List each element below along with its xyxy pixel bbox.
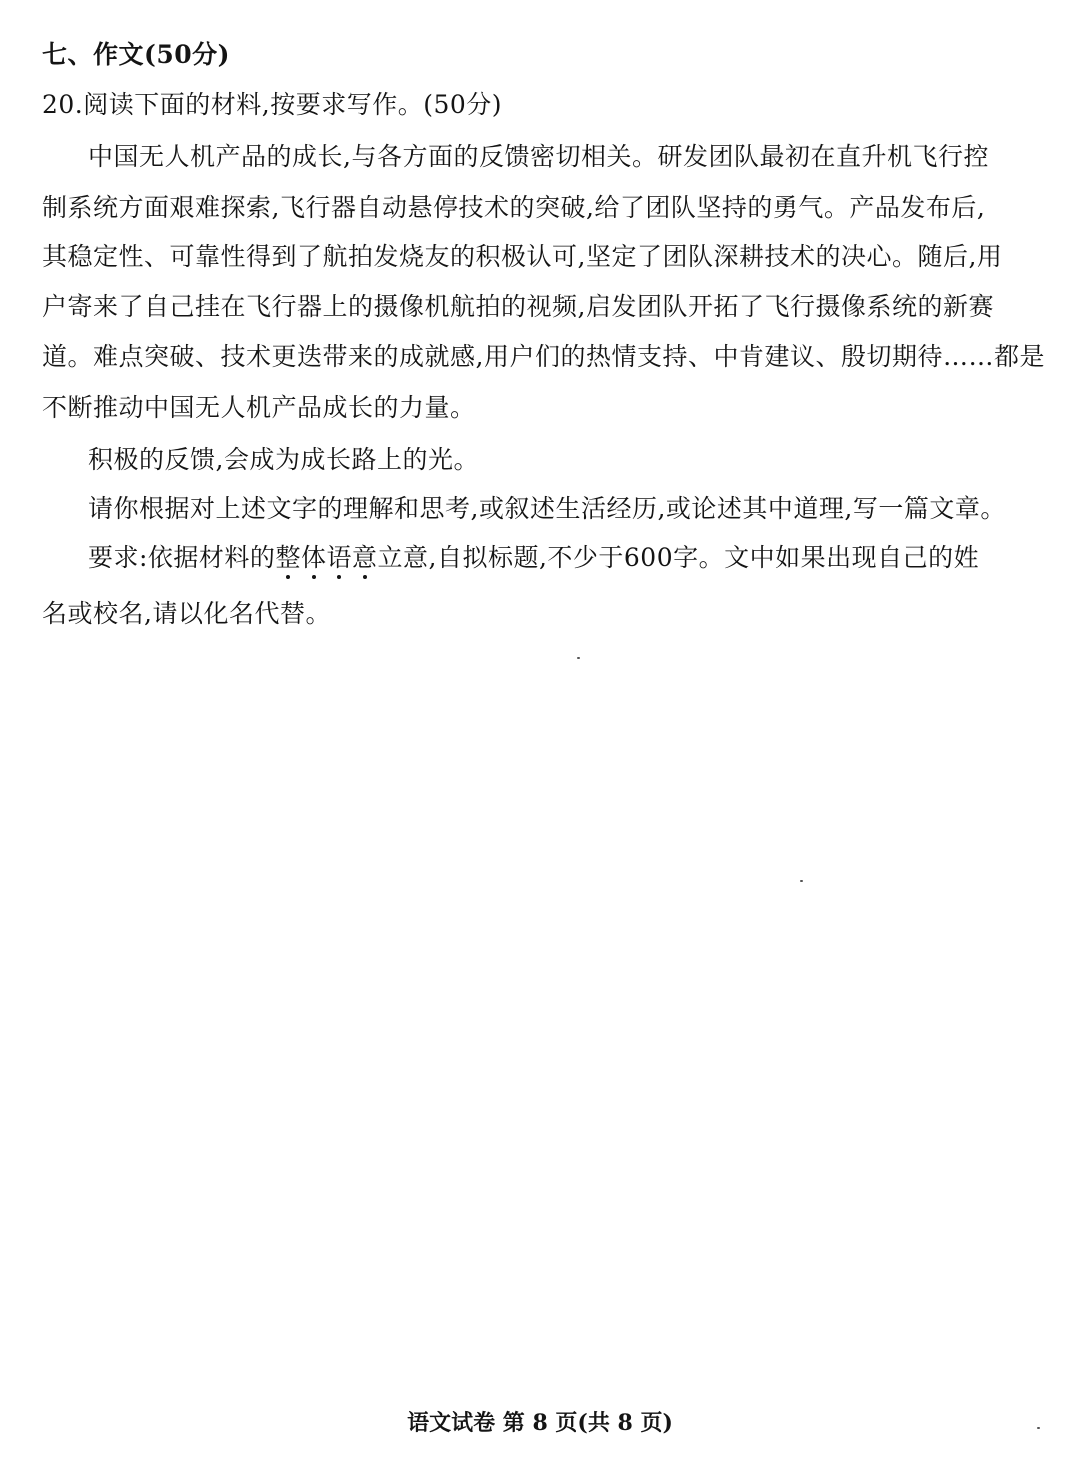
- emphasis-char: 体: [300, 543, 327, 572]
- scan-speck: [800, 880, 803, 882]
- material-line-3: 其稳定性、可靠性得到了航拍发烧友的积极认可,坚定了团队深耕技术的决心。随后,用: [42, 242, 1003, 271]
- emphasis-char: 意: [351, 543, 378, 572]
- requirement-line-1: [88, 541, 979, 575]
- task-line: 请你根据对上述文字的理解和思考,或叙述生活经历,或论述其中道理,写一篇文章。: [88, 494, 1006, 523]
- material-line-4: 户寄来了自己挂在飞行器上的摄像机航拍的视频,启发团队开拓了飞行摄像系统的新赛: [42, 292, 994, 321]
- summary-line: 积极的反馈,会成为成长路上的光。: [88, 445, 479, 474]
- requirement-prefix: 要求:依据材料的: [88, 543, 276, 572]
- material-line-1: 中国无人机产品的成长,与各方面的反馈密切相关。研发团队最初在直升机飞行控: [88, 142, 989, 171]
- scan-speck: [577, 657, 580, 659]
- page-footer: 语文试卷 第 8 页(共 8 页): [407, 1410, 673, 1436]
- requirement-line-2: 名或校名,请以化名代替。: [42, 599, 331, 628]
- material-line-6: 不断推动中国无人机产品成长的力量。: [42, 393, 476, 422]
- material-line-5: 道。难点突破、技术更迭带来的成就感,用户们的热情支持、中肯建议、殷切期待……都是: [42, 342, 1045, 371]
- material-line-2: 制系统方面艰难探索,飞行器自动悬停技术的突破,给了团队坚持的勇气。产品发布后,: [42, 193, 986, 222]
- emphasis-char: 语: [326, 543, 352, 572]
- question-title: 20.阅读下面的材料,按要求写作。(50分): [42, 90, 503, 119]
- emphasis-char: 整: [275, 543, 301, 572]
- section-title: 七、作文(50分): [42, 40, 230, 69]
- requirement-rest: 立意,自拟标题,不少于600字。文中如果出现自己的姓: [377, 543, 980, 572]
